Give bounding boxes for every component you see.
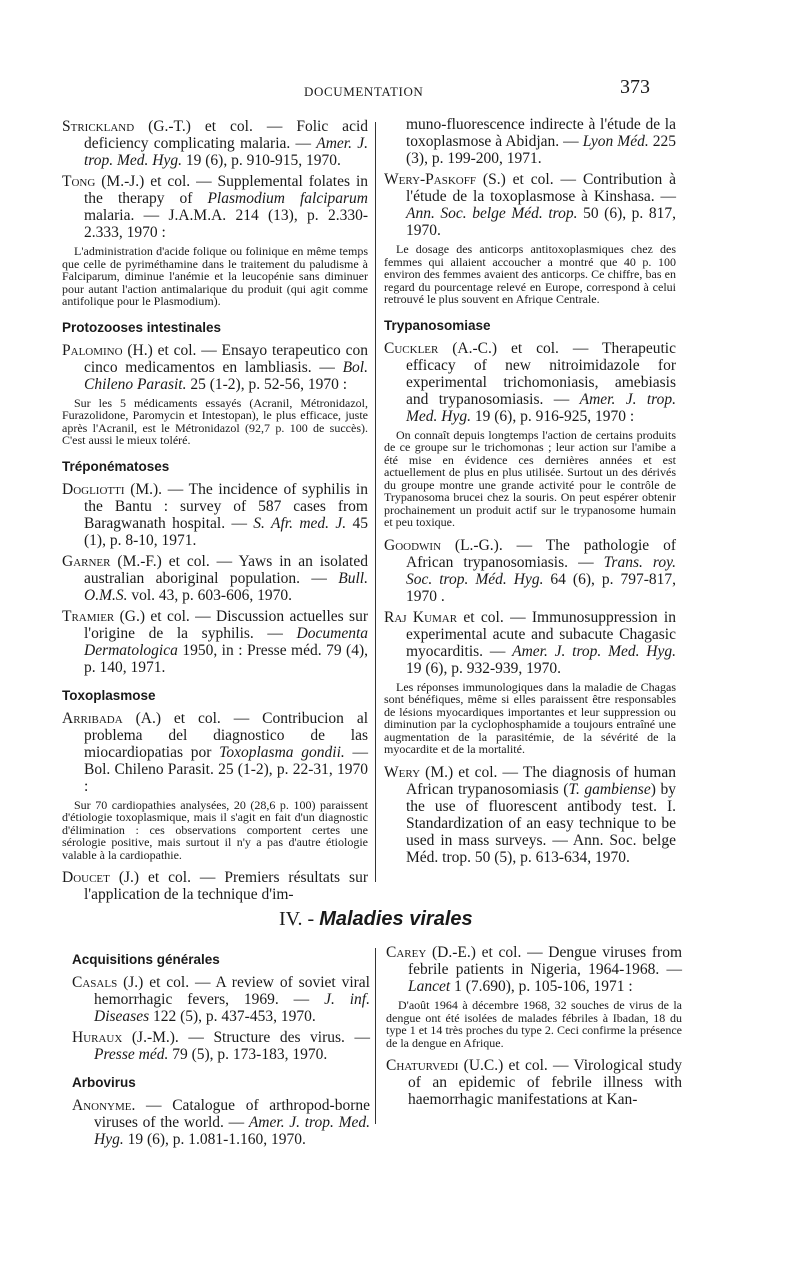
bibliography-entry [384,764,676,866]
entry-author: Palomino [62,341,123,359]
entry-text: — Catalogue of arthropod-borne viruses of the world. — [94,1097,370,1131]
bibliography-entry [72,974,370,1025]
entry-citation: ) by the use of fluorescent antibody test. I. Standardization of an easy technique to be used in mass surveys. — Ann. Soc. belge Méd. trop. 50 (5), p. 613-634, 1970. [406,780,676,866]
bibliography-entry [62,553,368,604]
entry-journal: S. Afr. med. J. [253,514,347,532]
entry-author: Casals [72,974,118,991]
entry-citation: 1950, in : Presse méd. 79 (4), p. 140, 1971. [84,641,368,676]
entry-citation: 25 (1-2), p. 52-56, 1970 : [186,375,348,393]
entry-text: (M.). — The incidence of syphilis in the Bantu : survey of 587 cases from Baragwanath hospital. — [84,480,368,532]
entry-author: Doucet [62,869,110,886]
entry-text: (J.) et col. — A review of soviet viral hemorrhagic fevers, 1969. — [94,974,370,1008]
entry-author: Goodwin [384,536,442,554]
entry-text: (L.-G.). — The pathologie of African trypanosomiasis. — [406,536,676,571]
entry-citation: 45 (1), p. 8-10, 1971. [84,514,368,549]
entry-journal: Lancet [408,978,451,995]
page-number: 373 [620,76,650,98]
entry-text: (M.-J.) et col. — Supplemental folates in the therapy of [84,173,368,207]
entry-author: Huraux [72,1029,123,1046]
subject-heading: Toxoplasmose [62,687,156,703]
entry-citation: 1 (7.690), p. 105-106, 1971 : [450,978,633,995]
bibliography-entry [62,342,368,393]
entry-journal: Amer. J. trop. Med. Hyg. [406,390,676,425]
entry-journal: Plasmodium falciparum [207,190,368,207]
entry-journal: T. gambiense [568,780,651,798]
entry-journal: Presse méd. [94,1046,169,1063]
entry-author: Anonyme. [72,1097,136,1114]
entry-citation: 122 (5), p. 437-453, 1970. [149,1008,316,1025]
entry-journal: Trans. roy. Soc. trop. Méd. Hyg. [406,553,677,588]
entry-text: (M.) et col. — The diagnosis of human African trypanosomiasis ( [406,763,676,798]
column-divider-bottom [375,948,376,1124]
entry-text: (A.) et col. — Contribucion al problema del diagnostico de las miocardiopatias por [84,709,368,761]
entry-author: Tramier [62,607,115,625]
abstract: On connaît depuis longtemps l'action de certains produits de ce groupe sur le trichomonas ; leur action sur l'amibe a été mise en évidence ces dernières années et est actuellement de plus en plus utilisée. Surtout un des dérivés du groupe montre une grande activité pour le contrôle de Trypanosoma brucei chez la souris. On peut espérer obtenir prochainement un produit actif sur le trypanosome humain et peu toxique. [384,427,676,529]
bibliography-entry [384,340,676,425]
entry-citation: 50 (6), p. 817, 1970. [406,205,677,239]
column-left-bottom [72,940,370,1152]
entry-citation: 225 (3), p. 199-200, 1971. [406,133,677,167]
entry-author: Dogliotti [62,480,125,498]
entry-text: (H.) et col. — Ensayo terapeutico con cinco medicamentos en lambliasis. — [84,341,368,376]
entry-author: Wery [384,763,421,781]
entry-journal: J. inf. Diseases [94,991,370,1025]
entry-text: (U.C.) et col. — Virological study of an epidemic of febrile illness with haemorrhagic manifestations at Kan- [408,1057,682,1108]
entry-text: (G.) et col. — Discussion actuelles sur l'origine de la syphilis. — [84,607,368,642]
subject-heading: Tréponématoses [62,458,170,474]
bibliography-entry [62,608,368,676]
bibliography-entry [62,481,368,549]
bibliography-entry [384,537,676,605]
subject-heading: Arbovirus [72,1075,136,1090]
abstract: Sur les 5 médicaments essayés (Acranil, Métronidazol, Furazolidone, Paromycin et Intestopan), le plus efficace, juste après l'Acranil, est le Métronidazol (92,7 p. 100 de succès). C'est aussi le mieux toléré. [62,395,368,447]
bibliography-entry [72,1097,370,1148]
entry-author: Wery-Paskoff [384,171,476,188]
section-numeral: IV. - [279,908,320,930]
column-left-top [62,118,368,907]
bibliography-entry [62,710,368,795]
entry-journal: Amer. J. trop. Med. Hyg. [84,135,368,169]
entry-journal: Documenta Dermatologica [84,624,368,659]
entry-citation: 79 (5), p. 173-183, 1970. [168,1046,328,1063]
bibliography-entry [384,116,676,167]
bibliography-entry [384,171,676,239]
subject-heading: Protozooses intestinales [62,319,222,335]
entry-text: (D.-E.) et col. — Dengue viruses from febrile patients in Nigeria, 1964-1968. — [408,944,682,978]
entry-author: Tong [62,173,96,190]
abstract: D'août 1964 à décembre 1968, 32 souches de virus de la dengue ont été isolées de malades fébriles à Ibadan, 18 du type 1 et 14 très proches du type 2. Ceci confirme la présence de la dengue en Afrique. [386,998,682,1050]
entry-text: (S.) et col. — Contribution à l'étude de la toxoplasmose à Kinshasa. — [406,171,676,205]
entry-journal: Bull. O.M.S. [84,569,368,604]
bibliography-entry [62,118,368,169]
bibliography-entry [386,1057,682,1108]
entry-text: (J.) et col. — Premiers résultats sur l'application de la technique d'im- [84,869,368,903]
entry-journal: Amer. J. trop. Med. Hyg. [94,1114,371,1148]
entry-journal: Amer. J. trop. Med. Hyg. [512,642,676,660]
abstract: Sur 70 cardiopathies analysées, 20 (28,6 p. 100) paraissent d'étiologie toxoplasmique, mais il s'agit en fait d'un diagnostic d'élimination : ces observations comportent certes une sérologie positive, mais surtout il n'y a pas d'autre étiologie valable à la cardiopathie. [62,797,368,862]
bibliography-entry [386,944,682,995]
bibliography-entry [62,173,368,241]
entry-citation: 64 (6), p. 797-817, 1970 . [406,570,676,605]
running-head: DOCUMENTATION [304,84,424,99]
section-title-text: Maladies virales [319,908,473,930]
entry-journal: Toxoplasma gondii. [219,743,345,761]
entry-journal: Ann. Soc. belge Méd. trop. [406,205,578,222]
subject-heading: Acquisitions générales [72,952,220,967]
entry-citation: 19 (6), p. 1.081-1.160, 1970. [123,1131,306,1148]
abstract: L'administration d'acide folique ou folinique en même temps que celle de pyriméthamine dans le traitement du paludisme à Falciparum, diminue l'anémie et la leucopénie sans diminuer pour autant l'action antimalarique du produit (qui agit comme antifolique pour le Plasmodium). [62,244,368,308]
entry-author: Carey [386,944,427,961]
section-title [279,908,473,931]
entry-text: muno-fluorescence indirecte à l'étude de la toxoplasmose à Abidjan. — [406,116,676,150]
entry-citation: 19 (6), p. 916-925, 1970 : [471,407,635,425]
bibliography-entry [62,869,368,903]
entry-author: Arribada [62,709,123,727]
bibliography-entry [72,1029,370,1063]
entry-citation: malaria. — J.A.M.A. 214 (13), p. 2.330-2.333, 1970 : [84,207,368,241]
entry-author: Cuckler [384,339,439,357]
entry-citation: 19 (6), p. 932-939, 1970. [406,659,561,677]
entry-author: Raj Kumar [384,608,458,626]
column-divider-top [375,122,376,882]
entry-journal: Bol. Chileno Parasit. [84,358,368,393]
bibliography-entry [384,609,676,677]
abstract: Les réponses immunologiques dans la maladie de Chagas sont bénéfiques, même si elles paraissent être responsables de lésions myocardiques importantes et leur suppression ou diminution par la cyclophosphamide a toujours entraîné une augmentation de la parasitémie, de la sévérité de la myocardite et de la mortalité. [384,679,676,756]
entry-author: Garner [62,552,111,570]
entry-text: (J.-M.). — Structure des virus. — [122,1029,370,1046]
entry-journal: Lyon Méd. [582,133,649,150]
entry-citation: — Bol. Chileno Parasit. 25 (1-2), p. 22-31, 1970 : [84,743,368,795]
entry-author: Chaturvedi [386,1057,459,1074]
entry-text: (A.-C.) et col. — Therapeutic efficacy of new nitroimidazole for experimental trichomoniasis, amebiasis and trypanosomiasis. — [406,339,676,408]
entry-text: et col. — Immunosuppression in experimental acute and subacute Chagasic myocarditis. — [406,608,676,660]
subject-heading: Trypanosomiase [384,317,491,333]
entry-text: (G.-T.) et col. — Folic acid deficiency complicating malaria. — [84,118,368,152]
column-right-bottom [386,944,682,1112]
column-right-top [384,116,676,870]
entry-author: Strickland [62,118,135,135]
entry-citation: 19 (6), p. 910-915, 1970. [182,152,341,169]
abstract: Le dosage des anticorps antitoxoplasmiques chez des femmes qui allaient accoucher a montré que 40 p. 100 environ des femmes avaient des anticorps. Ce chiffre, bas en regard du pourcentage relevé en Europe, correspond à celui retrouvé le plus souvent en Afrique Centrale. [384,242,676,306]
entry-text: (M.-F.) et col. — Yaws in an isolated australian aboriginal population. — [84,552,368,587]
entry-citation: vol. 43, p. 603-606, 1970. [127,586,292,604]
